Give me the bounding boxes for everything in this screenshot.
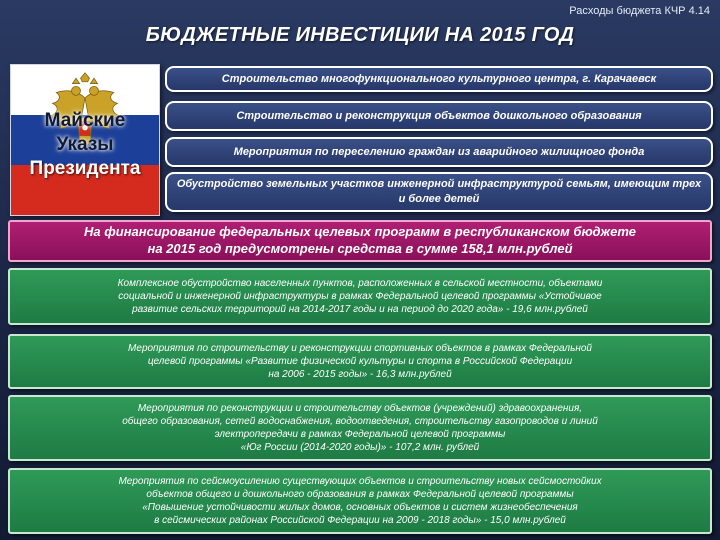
slide-number: Расходы бюджета КЧР 4.14: [569, 5, 710, 17]
program-4-line-4: в сейсмических районах Российской Федерации на 2009 - 2018 годы» - 15,0 млн.рублей: [154, 515, 566, 526]
program-3-line-1: Мероприятия по реконструкции и строительству объектов (учреждений) здравоохранения,: [137, 403, 583, 414]
decree-label-line-3: Президента: [29, 157, 141, 179]
program-box-1: [8, 268, 712, 325]
program-2-line-2: целевой программы «Развитие физической культуры и спорта в Российской Федерации: [147, 356, 573, 367]
program-4-line-3: «Повышение устойчивости жилых домов, основных объектов и систем жизнеобеспечения: [142, 502, 578, 513]
flag-panel: [10, 64, 160, 216]
decree-label-line-2: Указы: [56, 133, 114, 155]
decree-item-3: Мероприятия по переселению граждан из аварийного жилищного фонда: [165, 137, 713, 167]
program-box-2: [8, 334, 712, 389]
page-title: БЮДЖЕТНЫЕ ИНВЕСТИЦИИ НА 2015 ГОД: [145, 24, 575, 46]
program-box-4: [8, 468, 712, 534]
program-3-line-4: «Юг России (2014-2020 годы)» - 107,2 млн. рублей: [240, 442, 480, 453]
federal-summary-line-2: на 2015 год предусмотрены средства в сумме 158,1 млн.рублей: [147, 241, 573, 256]
decree-item-2: Строительство и реконструкция объектов дошкольного образования: [165, 101, 713, 131]
program-4-line-1: Мероприятия по сейсмоусилению существующих объектов и строительству новых сейсмостойких: [118, 476, 602, 487]
program-box-3: [8, 395, 712, 461]
program-2-line-1: Мероприятия по строительству и реконструкции спортивных объектов в рамках Федеральной: [128, 343, 592, 354]
program-1-line-2: социальной и инженерной инфраструктуры в рамках Федеральной целевой программы «Устойчивое: [118, 291, 602, 302]
decree-label-line-1: Майские: [44, 110, 126, 131]
program-4-line-2: объектов общего и дошкольного образования в рамках Федеральной целевой программы: [146, 489, 574, 500]
program-3-line-2: общего образования, сетей водоснабжения, водоотведения, строительству газопроводов и линий: [122, 416, 598, 427]
federal-summary-line-1: На финансирование федеральных целевых программ в республиканском бюджете: [84, 224, 636, 240]
decree-item-4: Обустройство земельных участков инженерной инфраструктурой семьям, имеющим трех и более детей: [165, 172, 713, 212]
program-2-line-3: на 2006 - 2015 годы» - 16,3 млн.рублей: [268, 369, 452, 380]
program-3-line-3: электропередачи в рамках Федеральной целевой программы: [214, 429, 506, 440]
program-1-line-3: развитие сельских территорий на 2014-2017 годы и на период до 2020 года» - 19,6 млн.рублей: [132, 304, 588, 315]
federal-summary-box: [8, 220, 712, 262]
decree-label: [11, 109, 159, 181]
program-1-line-1: Комплексное обустройство населенных пунктов, расположенных в сельской местности, объектами: [117, 278, 603, 289]
decree-item-1: Строительство многофункционального культурного центра, г. Карачаевск: [165, 66, 713, 92]
